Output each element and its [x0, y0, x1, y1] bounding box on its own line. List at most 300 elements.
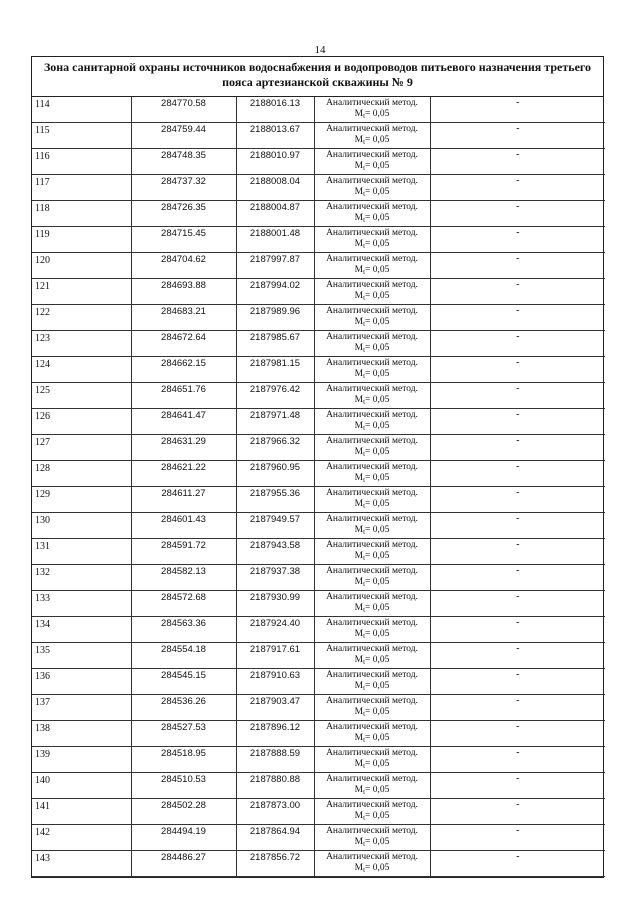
- accuracy-subscript: t: [363, 709, 366, 718]
- x-coordinate-cell: 284662.15: [131, 357, 236, 383]
- accuracy-value: [318, 369, 427, 382]
- accuracy-subscript: t: [363, 787, 366, 796]
- description-cell: -: [430, 435, 605, 461]
- accuracy-value: [318, 655, 427, 668]
- y-coordinate-cell: 2187949.57: [236, 513, 314, 539]
- x-coordinate-cell: 284591.72: [131, 539, 236, 565]
- table-row: [32, 383, 605, 409]
- accuracy-subscript: t: [363, 631, 366, 640]
- table-row: [32, 305, 605, 331]
- y-coordinate-cell: 2187960.95: [236, 461, 314, 487]
- table-row: [32, 227, 605, 253]
- accuracy-value: [318, 161, 427, 174]
- accuracy-number: = 0,05: [365, 108, 390, 119]
- table-row: [32, 97, 605, 123]
- x-coordinate-cell: 284641.47: [131, 409, 236, 435]
- method-cell: [314, 617, 430, 643]
- accuracy-symbol: М: [354, 628, 364, 639]
- method-text: Аналитический метод.: [326, 254, 418, 264]
- y-coordinate-cell: 2188001.48: [236, 227, 314, 253]
- table-row: [32, 617, 605, 643]
- description-cell: -: [430, 357, 605, 383]
- point-number-cell: 137: [32, 695, 131, 721]
- point-number-cell: 123: [32, 331, 131, 357]
- point-number-cell: 132: [32, 565, 131, 591]
- method-text: Аналитический метод.: [326, 124, 418, 134]
- accuracy-number: = 0,05: [365, 706, 390, 717]
- description-cell: -: [430, 409, 605, 435]
- y-coordinate-cell: 2187880.88: [236, 773, 314, 799]
- accuracy-value: [318, 213, 427, 226]
- description-cell: -: [430, 513, 605, 539]
- table-row: [32, 123, 605, 149]
- y-coordinate-cell: 2188016.13: [236, 97, 314, 123]
- method-cell: [314, 695, 430, 721]
- point-number-cell: 126: [32, 409, 131, 435]
- x-coordinate-cell: 284611.27: [131, 487, 236, 513]
- method-cell: [314, 643, 430, 669]
- accuracy-number: = 0,05: [365, 446, 390, 457]
- method-cell: [314, 149, 430, 175]
- table-row: [32, 643, 605, 669]
- description-cell: -: [430, 799, 605, 825]
- x-coordinate-cell: 284494.19: [131, 825, 236, 851]
- point-number-cell: 116: [32, 149, 131, 175]
- y-coordinate-cell: 2187989.96: [236, 305, 314, 331]
- method-text: Аналитический метод.: [326, 410, 418, 420]
- x-coordinate-cell: 284582.13: [131, 565, 236, 591]
- accuracy-number: = 0,05: [365, 264, 390, 275]
- accuracy-subscript: t: [363, 241, 366, 250]
- accuracy-symbol: М: [354, 836, 364, 847]
- description-cell: -: [430, 747, 605, 773]
- document-table-frame: [31, 56, 604, 878]
- y-coordinate-cell: 2188010.97: [236, 149, 314, 175]
- accuracy-number: = 0,05: [365, 134, 390, 145]
- accuracy-subscript: t: [363, 319, 366, 328]
- accuracy-symbol: М: [354, 654, 364, 665]
- accuracy-number: = 0,05: [365, 420, 390, 431]
- y-coordinate-cell: 2187943.58: [236, 539, 314, 565]
- point-number-cell: 117: [32, 175, 131, 201]
- table-row: [32, 825, 605, 851]
- table-row: [32, 591, 605, 617]
- y-coordinate-cell: 2187971.48: [236, 409, 314, 435]
- accuracy-subscript: t: [363, 527, 366, 536]
- accuracy-symbol: М: [354, 446, 364, 457]
- table-row: [32, 149, 605, 175]
- point-number-cell: 131: [32, 539, 131, 565]
- accuracy-subscript: t: [363, 111, 366, 120]
- point-number-cell: 128: [32, 461, 131, 487]
- accuracy-subscript: t: [363, 553, 366, 562]
- accuracy-symbol: М: [354, 420, 364, 431]
- table-row: [32, 461, 605, 487]
- method-cell: [314, 721, 430, 747]
- x-coordinate-cell: 284563.36: [131, 617, 236, 643]
- point-number-cell: 120: [32, 253, 131, 279]
- accuracy-value: [318, 239, 427, 252]
- method-cell: [314, 253, 430, 279]
- method-text: Аналитический метод.: [326, 436, 418, 446]
- y-coordinate-cell: 2187937.38: [236, 565, 314, 591]
- accuracy-symbol: М: [354, 524, 364, 535]
- description-cell: -: [430, 565, 605, 591]
- x-coordinate-cell: 284651.76: [131, 383, 236, 409]
- accuracy-value: [318, 629, 427, 642]
- y-coordinate-cell: 2187976.42: [236, 383, 314, 409]
- point-number-cell: 139: [32, 747, 131, 773]
- description-cell: -: [430, 305, 605, 331]
- description-cell: -: [430, 227, 605, 253]
- x-coordinate-cell: 284502.28: [131, 799, 236, 825]
- x-coordinate-cell: 284759.44: [131, 123, 236, 149]
- x-coordinate-cell: 284631.29: [131, 435, 236, 461]
- point-number-cell: 143: [32, 851, 131, 877]
- accuracy-symbol: М: [354, 290, 364, 301]
- y-coordinate-cell: 2187997.87: [236, 253, 314, 279]
- accuracy-number: = 0,05: [365, 342, 390, 353]
- x-coordinate-cell: 284683.21: [131, 305, 236, 331]
- accuracy-subscript: t: [363, 397, 366, 406]
- x-coordinate-cell: 284737.32: [131, 175, 236, 201]
- accuracy-number: = 0,05: [365, 524, 390, 535]
- method-text: Аналитический метод.: [326, 280, 418, 290]
- accuracy-subscript: t: [363, 501, 366, 510]
- method-cell: [314, 773, 430, 799]
- x-coordinate-cell: 284536.26: [131, 695, 236, 721]
- accuracy-symbol: М: [354, 680, 364, 691]
- accuracy-subscript: t: [363, 683, 366, 692]
- x-coordinate-cell: 284715.45: [131, 227, 236, 253]
- accuracy-number: = 0,05: [365, 290, 390, 301]
- method-text: Аналитический метод.: [326, 332, 418, 342]
- accuracy-symbol: М: [354, 758, 364, 769]
- x-coordinate-cell: 284693.88: [131, 279, 236, 305]
- accuracy-number: = 0,05: [365, 238, 390, 249]
- point-number-cell: 122: [32, 305, 131, 331]
- accuracy-number: = 0,05: [365, 758, 390, 769]
- accuracy-subscript: t: [363, 215, 366, 224]
- method-cell: [314, 227, 430, 253]
- x-coordinate-cell: 284510.53: [131, 773, 236, 799]
- accuracy-subscript: t: [363, 423, 366, 432]
- x-coordinate-cell: 284621.22: [131, 461, 236, 487]
- coordinates-table: [32, 97, 605, 877]
- accuracy-value: [318, 811, 427, 824]
- description-cell: -: [430, 851, 605, 877]
- method-text: Аналитический метод.: [326, 722, 418, 732]
- accuracy-subscript: t: [363, 865, 366, 874]
- accuracy-number: = 0,05: [365, 810, 390, 821]
- y-coordinate-cell: 2187888.59: [236, 747, 314, 773]
- y-coordinate-cell: 2187924.40: [236, 617, 314, 643]
- description-cell: -: [430, 253, 605, 279]
- accuracy-number: = 0,05: [365, 576, 390, 587]
- accuracy-symbol: М: [354, 732, 364, 743]
- method-text: Аналитический метод.: [326, 358, 418, 368]
- accuracy-value: [318, 551, 427, 564]
- y-coordinate-cell: 2187903.47: [236, 695, 314, 721]
- accuracy-number: = 0,05: [365, 784, 390, 795]
- accuracy-value: [318, 603, 427, 616]
- accuracy-value: [318, 291, 427, 304]
- accuracy-subscript: t: [363, 761, 366, 770]
- x-coordinate-cell: 284572.68: [131, 591, 236, 617]
- accuracy-subscript: t: [363, 267, 366, 276]
- accuracy-symbol: М: [354, 602, 364, 613]
- point-number-cell: 134: [32, 617, 131, 643]
- y-coordinate-cell: 2187994.02: [236, 279, 314, 305]
- method-text: Аналитический метод.: [326, 98, 418, 108]
- accuracy-number: = 0,05: [365, 498, 390, 509]
- accuracy-number: = 0,05: [365, 732, 390, 743]
- accuracy-number: = 0,05: [365, 628, 390, 639]
- y-coordinate-cell: 2187917.61: [236, 643, 314, 669]
- method-cell: [314, 383, 430, 409]
- method-text: Аналитический метод.: [326, 514, 418, 524]
- accuracy-number: = 0,05: [365, 368, 390, 379]
- description-cell: -: [430, 695, 605, 721]
- accuracy-value: [318, 109, 427, 122]
- x-coordinate-cell: 284672.64: [131, 331, 236, 357]
- description-cell: -: [430, 175, 605, 201]
- method-text: Аналитический метод.: [326, 306, 418, 316]
- method-text: Аналитический метод.: [326, 150, 418, 160]
- method-cell: [314, 747, 430, 773]
- accuracy-subscript: t: [363, 579, 366, 588]
- point-number-cell: 121: [32, 279, 131, 305]
- point-number-cell: 138: [32, 721, 131, 747]
- y-coordinate-cell: 2187910.63: [236, 669, 314, 695]
- method-text: Аналитический метод.: [326, 800, 418, 810]
- point-number-cell: 141: [32, 799, 131, 825]
- y-coordinate-cell: 2187966.32: [236, 435, 314, 461]
- accuracy-symbol: М: [354, 810, 364, 821]
- method-cell: [314, 461, 430, 487]
- table-row: [32, 539, 605, 565]
- accuracy-value: [318, 577, 427, 590]
- accuracy-number: = 0,05: [365, 602, 390, 613]
- accuracy-value: [318, 473, 427, 486]
- accuracy-symbol: М: [354, 108, 364, 119]
- table-row: [32, 721, 605, 747]
- point-number-cell: 142: [32, 825, 131, 851]
- x-coordinate-cell: 284486.27: [131, 851, 236, 877]
- accuracy-symbol: М: [354, 316, 364, 327]
- method-text: Аналитический метод.: [326, 774, 418, 784]
- accuracy-value: [318, 707, 427, 720]
- accuracy-value: [318, 499, 427, 512]
- description-cell: -: [430, 643, 605, 669]
- table-row: [32, 175, 605, 201]
- point-number-cell: 133: [32, 591, 131, 617]
- method-text: Аналитический метод.: [326, 384, 418, 394]
- accuracy-subscript: t: [363, 605, 366, 614]
- table-row: [32, 695, 605, 721]
- method-text: Аналитический метод.: [326, 644, 418, 654]
- accuracy-subscript: t: [363, 371, 366, 380]
- accuracy-symbol: М: [354, 342, 364, 353]
- table-row: [32, 747, 605, 773]
- method-cell: [314, 409, 430, 435]
- x-coordinate-cell: 284704.62: [131, 253, 236, 279]
- method-cell: [314, 591, 430, 617]
- point-number-cell: 114: [32, 97, 131, 123]
- point-number-cell: 118: [32, 201, 131, 227]
- accuracy-number: = 0,05: [365, 472, 390, 483]
- x-coordinate-cell: 284601.43: [131, 513, 236, 539]
- accuracy-value: [318, 447, 427, 460]
- method-text: Аналитический метод.: [326, 618, 418, 628]
- accuracy-symbol: М: [354, 576, 364, 587]
- method-cell: [314, 305, 430, 331]
- description-cell: -: [430, 201, 605, 227]
- method-text: Аналитический метод.: [326, 670, 418, 680]
- method-cell: [314, 435, 430, 461]
- accuracy-symbol: М: [354, 862, 364, 873]
- accuracy-symbol: М: [354, 784, 364, 795]
- coordinates-table-body: [32, 97, 605, 877]
- method-cell: [314, 279, 430, 305]
- description-cell: -: [430, 279, 605, 305]
- accuracy-symbol: М: [354, 394, 364, 405]
- table-row: [32, 331, 605, 357]
- accuracy-number: = 0,05: [365, 394, 390, 405]
- accuracy-value: [318, 681, 427, 694]
- table-row: [32, 253, 605, 279]
- description-cell: -: [430, 461, 605, 487]
- accuracy-subscript: t: [363, 189, 366, 198]
- description-cell: -: [430, 97, 605, 123]
- accuracy-number: = 0,05: [365, 316, 390, 327]
- accuracy-subscript: t: [363, 137, 366, 146]
- method-text: Аналитический метод.: [326, 826, 418, 836]
- y-coordinate-cell: 2187873.00: [236, 799, 314, 825]
- y-coordinate-cell: 2187896.12: [236, 721, 314, 747]
- accuracy-symbol: М: [354, 186, 364, 197]
- point-number-cell: 140: [32, 773, 131, 799]
- accuracy-value: [318, 733, 427, 746]
- accuracy-number: = 0,05: [365, 186, 390, 197]
- method-cell: [314, 669, 430, 695]
- description-cell: -: [430, 669, 605, 695]
- accuracy-value: [318, 395, 427, 408]
- y-coordinate-cell: 2188004.87: [236, 201, 314, 227]
- method-cell: [314, 123, 430, 149]
- x-coordinate-cell: 284726.35: [131, 201, 236, 227]
- y-coordinate-cell: 2187955.36: [236, 487, 314, 513]
- table-row: [32, 513, 605, 539]
- accuracy-subscript: t: [363, 449, 366, 458]
- description-cell: -: [430, 721, 605, 747]
- description-cell: -: [430, 487, 605, 513]
- method-cell: [314, 513, 430, 539]
- method-cell: [314, 201, 430, 227]
- accuracy-symbol: М: [354, 498, 364, 509]
- point-number-cell: 119: [32, 227, 131, 253]
- accuracy-symbol: М: [354, 706, 364, 717]
- point-number-cell: 115: [32, 123, 131, 149]
- table-row: [32, 799, 605, 825]
- accuracy-value: [318, 837, 427, 850]
- x-coordinate-cell: 284770.58: [131, 97, 236, 123]
- method-text: Аналитический метод.: [326, 696, 418, 706]
- table-row: [32, 669, 605, 695]
- accuracy-subscript: t: [363, 813, 366, 822]
- accuracy-symbol: М: [354, 472, 364, 483]
- point-number-cell: 129: [32, 487, 131, 513]
- accuracy-number: = 0,05: [365, 836, 390, 847]
- table-row: [32, 279, 605, 305]
- table-row: [32, 435, 605, 461]
- y-coordinate-cell: 2187864.94: [236, 825, 314, 851]
- point-number-cell: 127: [32, 435, 131, 461]
- accuracy-subscript: t: [363, 475, 366, 484]
- method-text: Аналитический метод.: [326, 566, 418, 576]
- table-row: [32, 773, 605, 799]
- accuracy-value: [318, 187, 427, 200]
- accuracy-symbol: М: [354, 368, 364, 379]
- accuracy-value: [318, 135, 427, 148]
- y-coordinate-cell: 2187985.67: [236, 331, 314, 357]
- accuracy-symbol: М: [354, 212, 364, 223]
- accuracy-number: = 0,05: [365, 862, 390, 873]
- accuracy-symbol: М: [354, 134, 364, 145]
- x-coordinate-cell: 284518.95: [131, 747, 236, 773]
- method-text: Аналитический метод.: [326, 202, 418, 212]
- table-row: [32, 357, 605, 383]
- method-cell: [314, 565, 430, 591]
- table-row: [32, 201, 605, 227]
- accuracy-subscript: t: [363, 839, 366, 848]
- y-coordinate-cell: 2187981.15: [236, 357, 314, 383]
- method-cell: [314, 97, 430, 123]
- point-number-cell: 130: [32, 513, 131, 539]
- description-cell: -: [430, 591, 605, 617]
- method-cell: [314, 539, 430, 565]
- table-row: [32, 487, 605, 513]
- method-cell: [314, 357, 430, 383]
- x-coordinate-cell: 284527.53: [131, 721, 236, 747]
- method-cell: [314, 851, 430, 877]
- x-coordinate-cell: 284554.18: [131, 643, 236, 669]
- y-coordinate-cell: 2187856.72: [236, 851, 314, 877]
- accuracy-symbol: М: [354, 550, 364, 561]
- table-row: [32, 851, 605, 877]
- description-cell: -: [430, 123, 605, 149]
- accuracy-value: [318, 785, 427, 798]
- point-number-cell: 125: [32, 383, 131, 409]
- accuracy-number: = 0,05: [365, 654, 390, 665]
- accuracy-symbol: М: [354, 264, 364, 275]
- accuracy-number: = 0,05: [365, 160, 390, 171]
- accuracy-number: = 0,05: [365, 680, 390, 691]
- x-coordinate-cell: 284545.15: [131, 669, 236, 695]
- description-cell: -: [430, 773, 605, 799]
- table-row: [32, 565, 605, 591]
- table-row: [32, 409, 605, 435]
- description-cell: -: [430, 331, 605, 357]
- accuracy-value: [318, 265, 427, 278]
- method-text: Аналитический метод.: [326, 748, 418, 758]
- accuracy-subscript: t: [363, 293, 366, 302]
- x-coordinate-cell: 284748.35: [131, 149, 236, 175]
- point-number-cell: 136: [32, 669, 131, 695]
- accuracy-symbol: М: [354, 160, 364, 171]
- y-coordinate-cell: 2188013.67: [236, 123, 314, 149]
- method-text: Аналитический метод.: [326, 592, 418, 602]
